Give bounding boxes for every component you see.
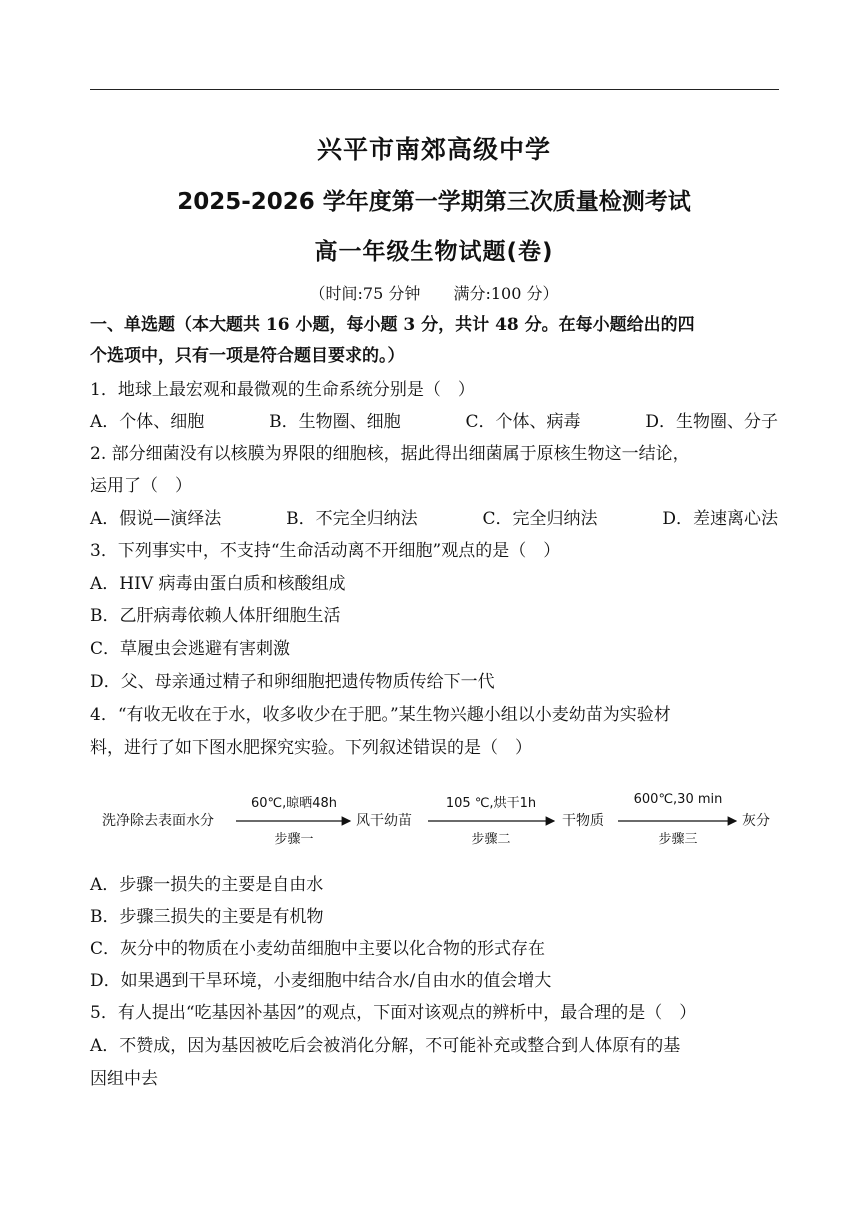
q5-option-a-line2: 因组中去 (90, 1069, 158, 1089)
q4-option-b: B．步骤三损失的主要是有机物 (90, 907, 324, 927)
q2-option-c: C．完全归纳法 (482, 509, 598, 529)
q5-option-a-line1: A．不赞成，因为基因被吃后会被消化分解，不可能补充或整合到人体原有的基 (90, 1036, 681, 1056)
q4-option-a: A．步骤一损失的主要是自由水 (90, 875, 324, 895)
q2-option-d: D．差速离心法 (662, 509, 778, 529)
flow-step-1: 步骤一 (274, 832, 314, 847)
q3-option-c: C．草履虫会逃避有害刺激 (90, 639, 291, 659)
q3-option-b: B．乙肝病毒依赖人体肝细胞生活 (90, 606, 341, 626)
exam-title: 2025-2026 学年度第一学期第三次质量检测考试 (177, 189, 691, 215)
q4-option-d: D．如果遇到干旱环境，小麦细胞中结合水/自由水的值会增大 (90, 971, 552, 991)
flow-condition-1: 60℃,晾晒48h (250, 796, 338, 811)
flow-node-dried-seedling: 风干幼苗 (356, 813, 412, 829)
q4-stem-line2: 料，进行了如下图水肥探究实验。下列叙述错误的是（ ） (90, 738, 532, 758)
section-heading-line1: 一、单选题（本大题共 16 小题，每小题 3 分，共计 48 分。在每小题给出的四 (90, 315, 695, 335)
q2-option-b: B．不完全归纳法 (286, 509, 418, 529)
q1-stem: 1．地球上最宏观和最微观的生命系统分别是（ ） (90, 380, 475, 400)
exam-time: （时间:75 分钟 (309, 284, 421, 303)
q1-option-a: A．个体、细胞 (90, 412, 205, 432)
flow-node-ash: 灰分 (742, 813, 770, 829)
q4-stem-line1: 4．“有收无收在于水，收多收少在于肥。”某生物兴趣小组以小麦幼苗为实验材 (90, 705, 671, 725)
exam-score: 满分:100 分） (453, 284, 559, 303)
q1-option-b: B．生物圈、细胞 (269, 412, 401, 432)
q3-option-d: D．父、母亲通过精子和卵细胞把遗传物质传给下一代 (90, 672, 495, 692)
school-name: 兴平市南郊高级中学 (316, 135, 551, 164)
flow-condition-3: 600℃,30 min (633, 792, 723, 807)
q1-option-c: C．个体、病毒 (465, 412, 581, 432)
q3-option-a: A．HIV 病毒由蛋白质和核酸组成 (90, 574, 346, 594)
flow-step-3: 步骤三 (658, 832, 698, 847)
q2-stem-line2: 运用了（ ） (90, 476, 192, 496)
q1-options (90, 410, 778, 434)
q4-option-c: C．灰分中的物质在小麦幼苗细胞中主要以化合物的形式存在 (90, 939, 546, 959)
flow-node-dry-matter: 干物质 (562, 813, 604, 829)
q5-stem: 5．有人提出“吃基因补基因”的观点，下面对该观点的辨析中，最合理的是（ ） (90, 1003, 697, 1023)
section-heading-line2: 个选项中，只有一项是符合题目要求的。） (90, 346, 405, 366)
q2-option-a: A．假说—演绎法 (90, 509, 222, 529)
flow-node-wash: 洗净除去表面水分 (102, 813, 214, 829)
q1-option-d: D．生物圈、分子 (645, 412, 778, 432)
process-flow-diagram (102, 788, 782, 858)
q2-options (90, 507, 778, 531)
q3-stem: 3．下列事实中，不支持“生命活动离不开细胞”观点的是（ ） (90, 541, 561, 561)
exam-meta (0, 281, 868, 304)
subject-title: 高一年级生物试题(卷) (314, 239, 554, 265)
flow-step-2: 步骤二 (471, 832, 511, 847)
flow-condition-2: 105 ℃,烘干1h (445, 796, 537, 811)
header-rule (90, 89, 779, 90)
q2-stem-line1: 2. 部分细菌没有以核膜为界限的细胞核，据此得出细菌属于原核生物这一结论， (90, 444, 690, 464)
